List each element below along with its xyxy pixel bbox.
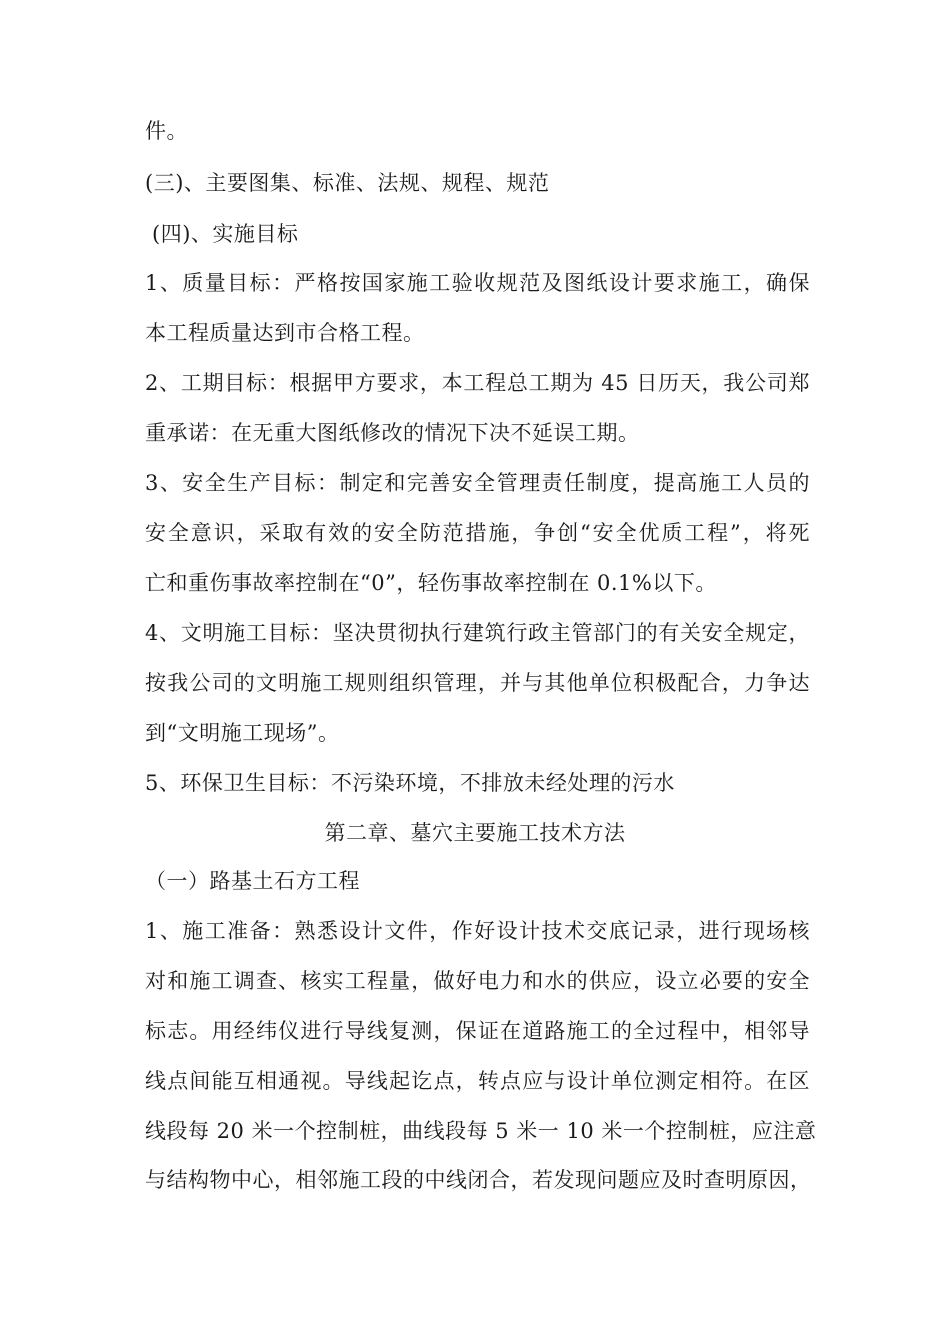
text-line: 亡和重伤事故率控制在“0”，轻伤事故率控制在 0.1%以下。 (145, 571, 717, 595)
text-line: 4、文明施工目标：坚决贯彻执行建筑行政主管部门的有关安全规定， (145, 621, 810, 645)
text-line: 线段每 20 米一个控制桩，曲线段每 5 米一 10 米一个控制桩，应注意 (145, 1119, 817, 1143)
chapter-title: 第二章、墓穴主要施工技术方法 (324, 821, 626, 845)
text-line: 按我公司的文明施工规则组织管理，并与其他单位积极配合，力争达 (145, 671, 810, 695)
text-line: 安全意识，采取有效的安全防范措施，争创“安全优质工程”，将死 (145, 521, 810, 545)
section-heading: (四)、实施目标 (152, 222, 299, 246)
text-line: 与结构物中心，相邻施工段的中线闭合，若发现问题应及时查明原因， (145, 1168, 812, 1192)
text-line: 1、质量目标：严格按国家施工验收规范及图纸设计要求施工，确保 (145, 271, 810, 295)
text-line: 1、施工准备：熟悉设计文件，作好设计技术交底记录，进行现场核 (145, 919, 810, 943)
text-line: 标志。用经纬仪进行导线复测，保证在道路施工的全过程中，相邻导 (145, 1019, 810, 1043)
section-heading: (三)、主要图集、标准、法规、规程、规范 (145, 171, 550, 195)
text-line: 3、安全生产目标：制定和完善安全管理责任制度，提高施工人员的 (145, 471, 810, 495)
text-line: 对和施工调查、核实工程量，做好电力和水的供应，设立必要的安全 (145, 969, 810, 993)
text-line: 重承诺：在无重大图纸修改的情况下决不延误工期。 (145, 421, 640, 445)
text-line: 件。 (145, 119, 188, 143)
section-heading: （一）路基土石方工程 (145, 869, 360, 893)
text-line: 线点间能互相通视。导线起讫点，转点应与设计单位测定相符。在区 (145, 1069, 810, 1093)
text-line: 2、工期目标：根据甲方要求，本工程总工期为 45 日历天，我公司郑 (145, 371, 810, 395)
text-line: 到“文明施工现场”。 (145, 721, 340, 745)
text-line: 本工程质量达到市合格工程。 (145, 321, 425, 345)
text-line: 5、环保卫生目标：不污染环境，不排放未经处理的污水 (145, 771, 675, 795)
